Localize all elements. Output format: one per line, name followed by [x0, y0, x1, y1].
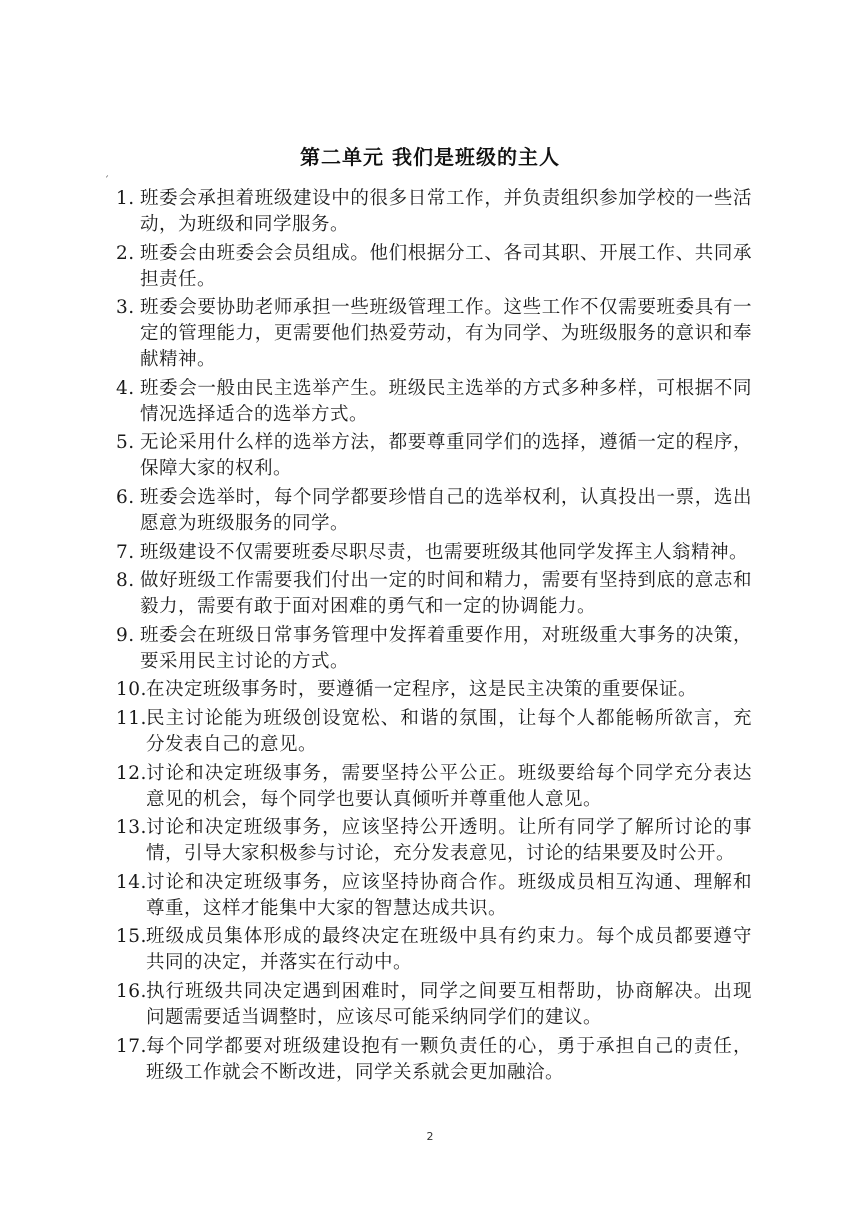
list-item: [116, 540, 752, 566]
list-item: [116, 924, 752, 976]
list-item: [116, 979, 752, 1031]
item-number: 7.: [116, 541, 135, 563]
item-number: 3.: [116, 297, 135, 319]
item-text: 班委会在班级日常事务管理中发挥着重要作用，对班级重大事务的决策，要采用民主讨论的方式。: [140, 624, 752, 672]
item-number: 9.: [116, 624, 135, 646]
item-text: 讨论和决定班级事务，需要坚持公平公正。班级要给每个同学充分表达意见的机会，每个同学也要认真倾听并尊重他人意见。: [146, 762, 752, 810]
item-text: 在决定班级事务时，要遵循一定程序，这是民主决策的重要保证。: [146, 679, 698, 701]
page-title: 第二单元 我们是班级的主人: [300, 145, 560, 169]
list-item: [116, 870, 752, 922]
item-number: 6.: [116, 486, 135, 508]
list-item: [116, 623, 752, 675]
item-text: 班级建设不仅需要班委尽职尽责，也需要班级其他同学发挥主人翁精神。: [140, 541, 749, 563]
list-item: [116, 706, 752, 758]
item-text: 民主讨论能为班级创设宽松、和谐的氛围，让每个人都能畅所欲言，充分发表自己的意见。: [146, 707, 752, 755]
item-text: 做好班级工作需要我们付出一定的时间和精力，需要有坚持到底的意志和毅力，需要有敢于面对困难的勇气和一定的协调能力。: [140, 570, 752, 618]
list-item: [116, 295, 752, 373]
item-number: 14.: [116, 871, 147, 893]
item-text: 班委会要协助老师承担一些班级管理工作。这些工作不仅需要班委具有一定的管理能力，更需要他们热爱劳动，有为同学、为班级服务的意识和奉献精神。: [140, 297, 752, 371]
list-item: [116, 568, 752, 620]
item-text: 班委会选举时，每个同学都要珍惜自己的选举权利，认真投出一票，选出愿意为班级服务的同学。: [140, 486, 752, 534]
list-item: [116, 485, 752, 537]
item-number: 2.: [116, 242, 135, 264]
item-text: 无论采用什么样的选举方法，都要尊重同学们的选择，遵循一定的程序，保障大家的权利。: [140, 432, 752, 480]
item-number: 11.: [116, 707, 147, 729]
item-text: 班委会一般由民主选举产生。班级民主选举的方式多种多样，可根据不同情况选择适合的选举方式。: [140, 377, 752, 425]
item-text: 班委会由班委会会员组成。他们根据分工、各司其职、开展工作、共同承担责任。: [140, 242, 752, 290]
item-text: 执行班级共同决定遇到困难时，同学之间要互相帮助，协商解决。出现问题需要适当调整时，应该尽可能采纳同学们的建议。: [146, 980, 752, 1028]
item-number: 1.: [116, 188, 135, 209]
list-item: [116, 376, 752, 428]
item-text: 班级成员集体形成的最终决定在班级中具有约束力。每个成员都要遵守共同的决定，并落实在行动中。: [146, 926, 752, 974]
list-item: [116, 677, 752, 703]
item-number: 5.: [116, 432, 135, 454]
item-list: [116, 186, 752, 1088]
item-number: 10.: [116, 679, 147, 701]
item-number: 17.: [116, 1035, 147, 1057]
list-item: [116, 186, 752, 238]
item-number: 13.: [116, 817, 147, 839]
item-number: 4.: [116, 377, 135, 399]
item-text: 班委会承担着班级建设中的很多日常工作，并负责组织参加学校的一些活动，为班级和同学服务。: [140, 188, 752, 235]
scan-mark: ˊ: [104, 176, 109, 187]
item-text: 每个同学都要对班级建设抱有一颗负责任的心，勇于承担自己的责任，班级工作就会不断改进，同学关系就会更加融洽。: [146, 1035, 752, 1083]
list-item: [116, 761, 752, 813]
item-number: 16.: [116, 980, 147, 1002]
list-item: [116, 815, 752, 867]
item-text: 讨论和决定班级事务，应该坚持协商合作。班级成员相互沟通、理解和尊重，这样才能集中大家的智慧达成共识。: [146, 871, 752, 919]
list-item: [116, 241, 752, 293]
item-number: 12.: [116, 762, 147, 784]
item-number: 8.: [116, 570, 135, 592]
list-item: [116, 1034, 752, 1086]
item-text: 讨论和决定班级事务，应该坚持公开透明。让所有同学了解所讨论的事情，引导大家积极参与讨论，充分发表意见，讨论的结果要及时公开。: [146, 817, 752, 865]
item-number: 15.: [116, 926, 147, 948]
page-number: 2: [426, 1130, 434, 1143]
list-item: [116, 430, 752, 482]
